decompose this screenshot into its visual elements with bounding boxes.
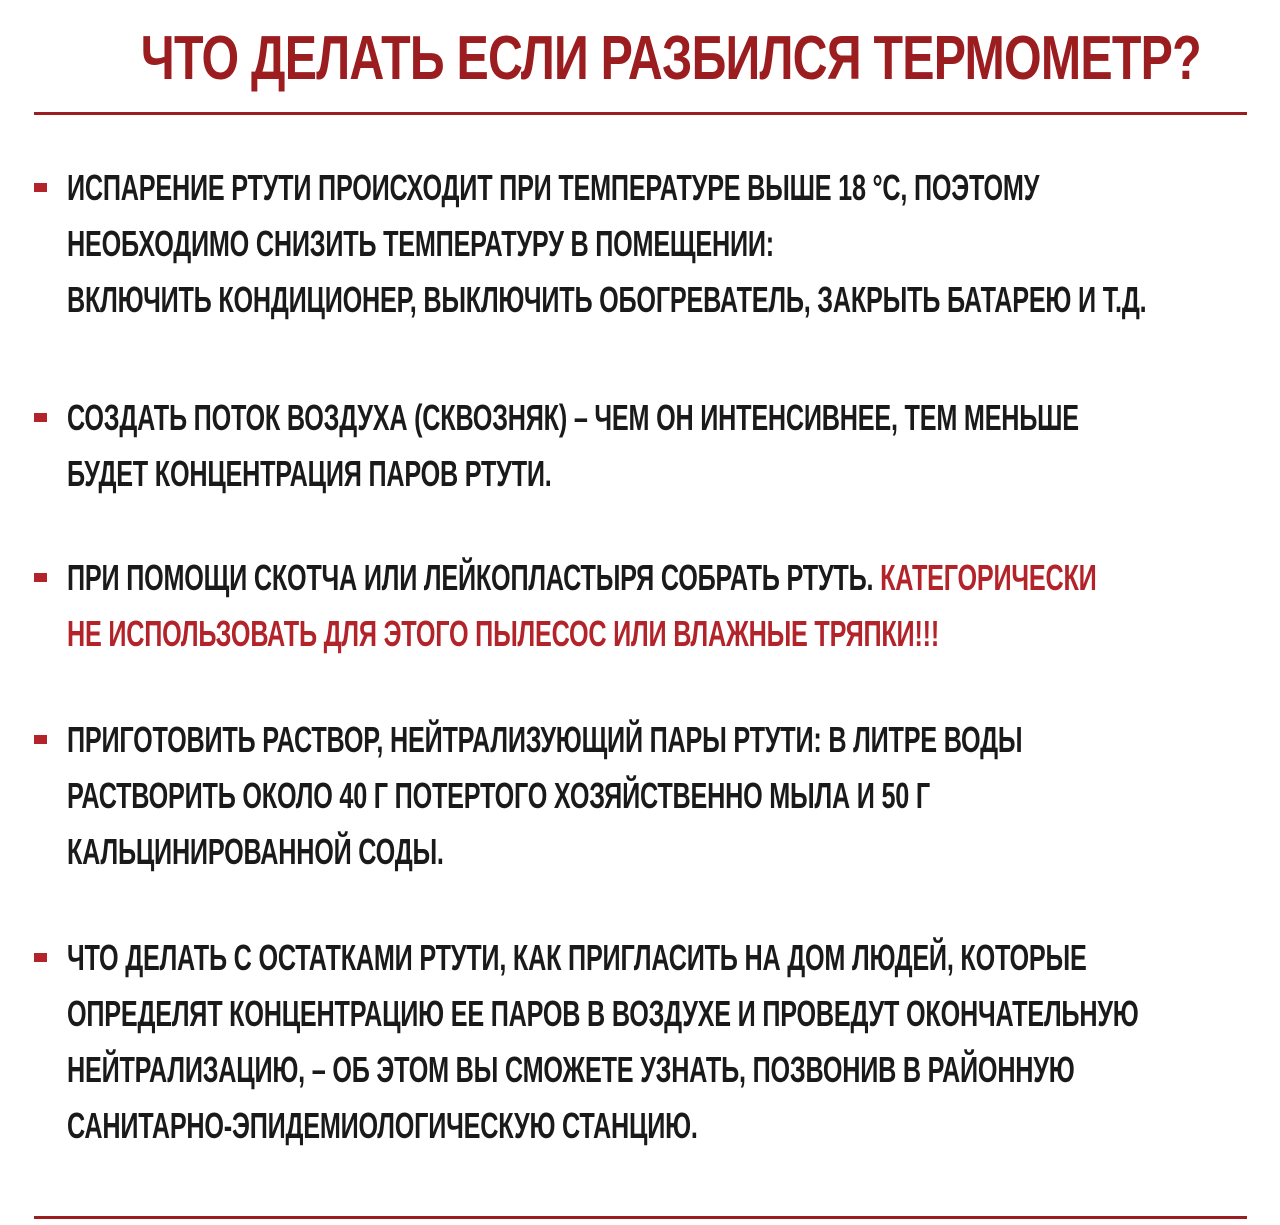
item-text-line: КАЛЬЦИНИРОВАННОЙ СОДЫ. bbox=[67, 831, 444, 872]
item-text-line: СОЗДАТЬ ПОТОК ВОЗДУХА (СКВОЗНЯК) – ЧЕМ ОН ИНТЕНСИВНЕЕ, ТЕМ МЕНЬШЕ bbox=[67, 397, 1079, 438]
page-title: ЧТО ДЕЛАТЬ ЕСЛИ РАЗБИЛСЯ ТЕРМОМЕТР? bbox=[140, 24, 1201, 93]
item-text-line: САНИТАРНО-ЭПИДЕМИОЛОГИЧЕСКУЮ СТАНЦИЮ. bbox=[67, 1105, 698, 1146]
item-text: ПРИ ПОМОЩИ СКОТЧА ИЛИ ЛЕЙКОПЛАСТЫРЯ СОБРАТЬ РТУТЬ. bbox=[67, 557, 881, 598]
item-text-line: ОПРЕДЕЛЯТ КОНЦЕНТРАЦИЮ ЕЕ ПАРОВ В ВОЗДУХЕ И ПРОВЕДУТ ОКОНЧАТЕЛЬНУЮ bbox=[67, 993, 1139, 1034]
list-item-sanitary-station bbox=[34, 930, 1280, 1154]
bullet-marker bbox=[34, 953, 47, 962]
bullet-marker bbox=[34, 735, 47, 744]
bottom-divider bbox=[34, 1216, 1247, 1219]
item-text-line: НЕЙТРАЛИЗАЦИЮ, – ОБ ЭТОМ ВЫ СМОЖЕТЕ УЗНАТЬ, ПОЗВОНИВ В РАЙОННУЮ bbox=[67, 1049, 1075, 1090]
warning-text: КАТЕГОРИЧЕСКИ bbox=[880, 557, 1097, 598]
warning-text-line: НЕ ИСПОЛЬЗОВАТЬ ДЛЯ ЭТОГО ПЫЛЕСОС ИЛИ ВЛАЖНЫЕ ТРЯПКИ!!! bbox=[67, 613, 940, 654]
list-item-temperature bbox=[34, 160, 1280, 328]
item-text-line: РАСТВОРИТЬ ОКОЛО 40 Г ПОТЕРТОГО ХОЗЯЙСТВЕННО МЫЛА И 50 Г bbox=[67, 775, 930, 816]
item-text-line: ИСПАРЕНИЕ РТУТИ ПРОИСХОДИТ ПРИ ТЕМПЕРАТУРЕ ВЫШЕ 18 °С, ПОЭТОМУ bbox=[67, 167, 1040, 208]
list-item-airflow bbox=[34, 390, 1280, 502]
bullet-marker bbox=[34, 573, 47, 582]
item-text-line: ПРИГОТОВИТЬ РАСТВОР, НЕЙТРАЛИЗУЮЩИЙ ПАРЫ РТУТИ: В ЛИТРЕ ВОДЫ bbox=[67, 719, 1023, 760]
item-text-line bbox=[67, 550, 1097, 606]
list-item-solution bbox=[34, 712, 1280, 880]
item-text-line: БУДЕТ КОНЦЕНТРАЦИЯ ПАРОВ РТУТИ. bbox=[67, 453, 552, 494]
item-text-line: ЧТО ДЕЛАТЬ С ОСТАТКАМИ РТУТИ, КАК ПРИГЛАСИТЬ НА ДОМ ЛЮДЕЙ, КОТОРЫЕ bbox=[67, 937, 1087, 978]
list-item-collect-mercury bbox=[34, 550, 1280, 662]
title-divider bbox=[34, 112, 1247, 115]
bullet-marker bbox=[34, 183, 47, 192]
item-text-line: ВКЛЮЧИТЬ КОНДИЦИОНЕР, ВЫКЛЮЧИТЬ ОБОГРЕВАТЕЛЬ, ЗАКРЫТЬ БАТАРЕЮ И Т.Д. bbox=[67, 279, 1147, 320]
bullet-marker bbox=[34, 413, 47, 422]
item-text-line: НЕОБХОДИМО СНИЗИТЬ ТЕМПЕРАТУРУ В ПОМЕЩЕНИИ: bbox=[67, 223, 774, 264]
